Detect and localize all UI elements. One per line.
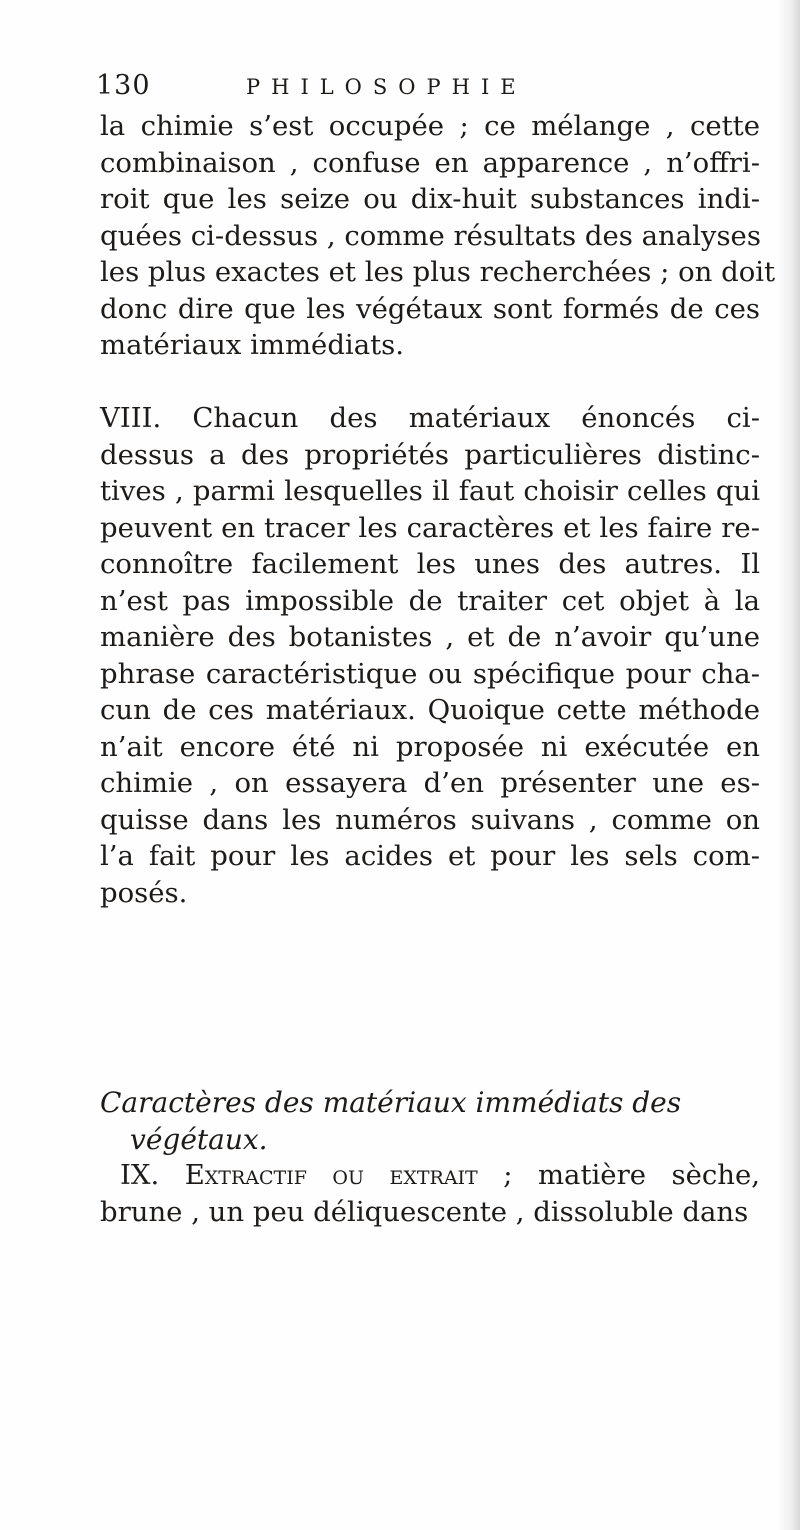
page-number: 130	[96, 70, 151, 101]
text-line: quées ci-dessus , comme résultats des analyses	[100, 219, 761, 252]
text-line: VIII. Chacun des matériaux énoncés ci-	[100, 402, 760, 434]
term-label: Extractif ou extrait	[184, 1159, 478, 1191]
paragraph-continuation	[100, 108, 776, 364]
text-line: brune , un peu déliquescente , dissoluble dans	[100, 1195, 749, 1228]
text-line: n’ait encore été ni proposée ni exécutée en	[100, 730, 760, 763]
paragraph-section-viii	[100, 400, 760, 911]
text-line: l’a fait pour les acides et pour les sels com-	[100, 840, 760, 872]
text-fragment: ; matière sèche,	[477, 1159, 760, 1191]
text-line: n’est pas impossible de traiter cet objet à la	[100, 584, 760, 617]
text-line: peuvent en tracer les caractères et les faire re-	[100, 511, 760, 544]
text-line: matériaux immédiats.	[100, 329, 405, 361]
page-edge-shadow	[776, 0, 800, 1530]
section-number: IX.	[120, 1159, 160, 1191]
text-line: cun de ces matériaux. Quoique cette méthode	[100, 694, 760, 726]
text-line: donc dire que les végétaux sont formés de ces	[100, 292, 760, 325]
section-heading	[100, 1085, 760, 1158]
text-line: tives , parmi lesquelles il faut choisir celles qui	[100, 475, 760, 507]
paragraph-section-ix	[100, 1157, 760, 1230]
text-line: quisse dans les numéros suivans , comme on	[100, 803, 760, 836]
page-header	[96, 70, 756, 110]
text-line: la chimie s’est occupée ; ce mélange , cette	[100, 110, 760, 142]
heading-line: végétaux.	[130, 1122, 268, 1156]
text-line: combinaison , confuse en apparence , n’offri-	[100, 146, 760, 179]
text-line: connoître facilement les unes des autres. Il	[100, 548, 760, 580]
text-line: roit que les seize ou dix-huit substances indi-	[100, 183, 760, 215]
text-line: posés.	[100, 876, 188, 909]
text-line: manière des botanistes , et de n’avoir qu’une	[100, 621, 760, 653]
text-line: phrase caractéristique ou spécifique pour cha-	[100, 657, 760, 690]
text-line: les plus exactes et les plus recherchées ; on doit	[100, 256, 776, 288]
heading-line: Caractères des matériaux immédiats des	[100, 1086, 682, 1119]
text-line	[100, 1157, 760, 1194]
running-title: PHILOSOPHIE	[246, 75, 527, 99]
text-line: dessus a des propriétés particulières distinc-	[100, 438, 760, 471]
text-line: chimie , on essayera d’en présenter une es-	[100, 767, 760, 799]
